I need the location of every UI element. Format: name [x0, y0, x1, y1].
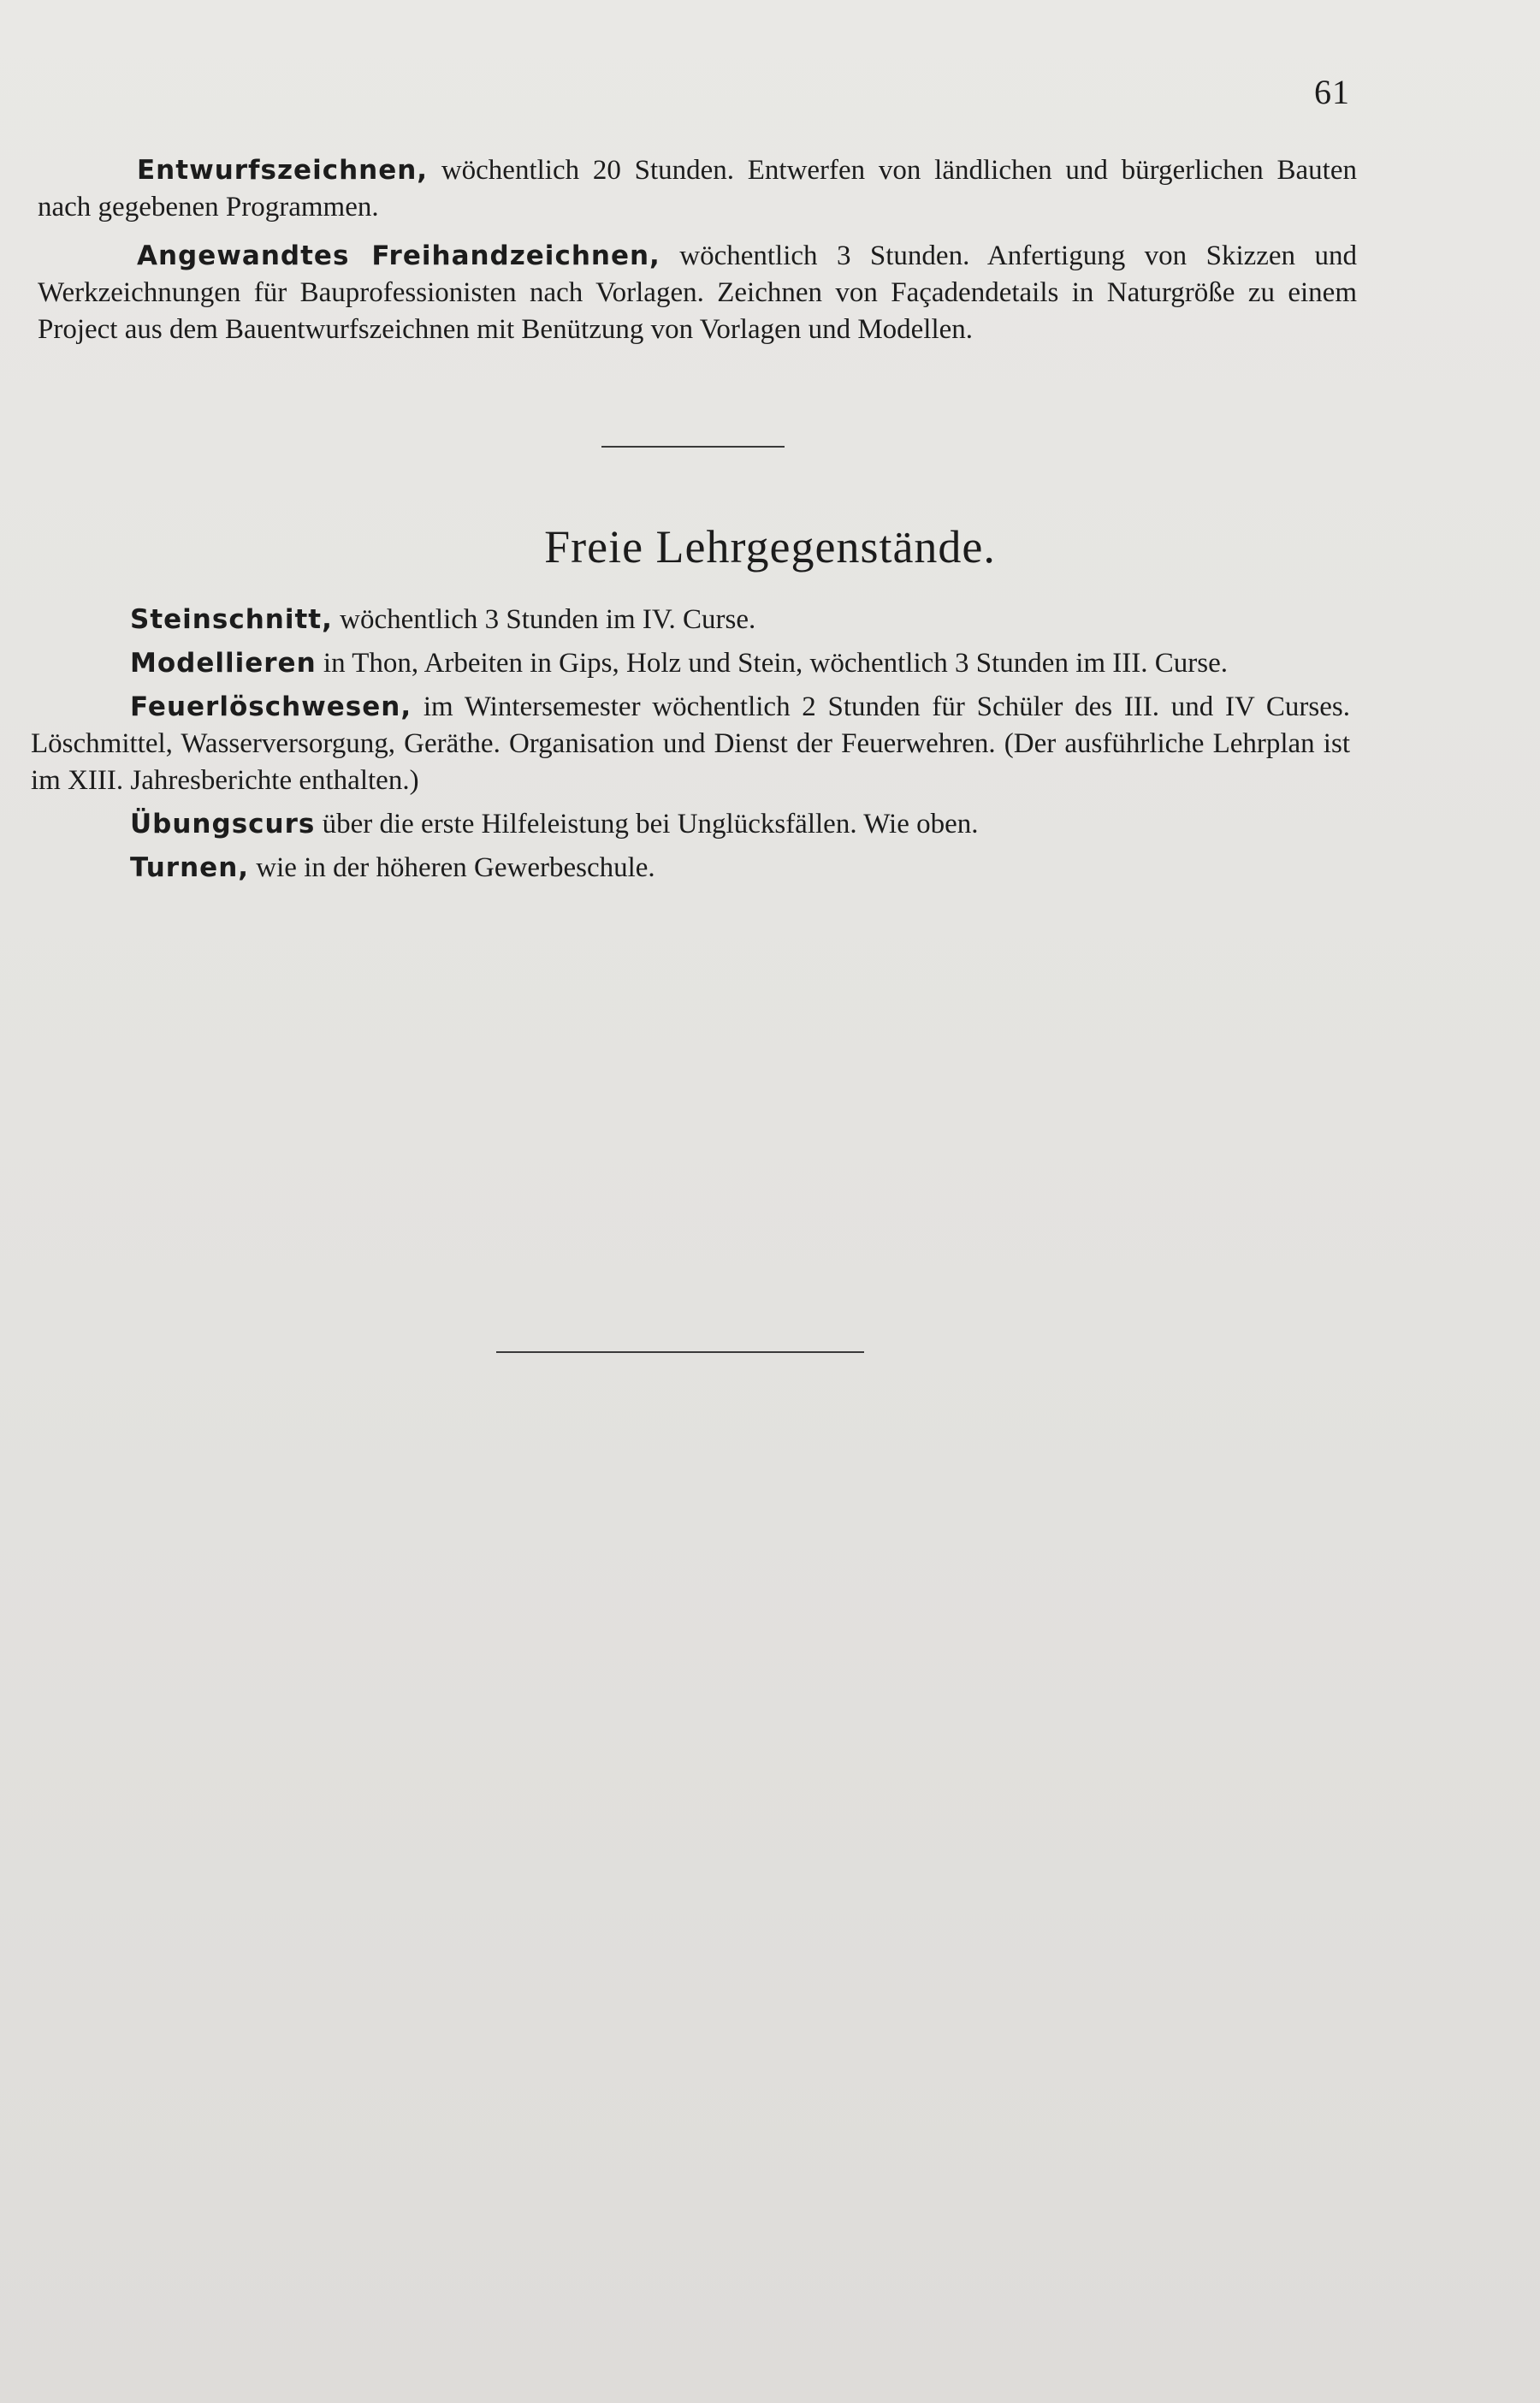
- page-number: 61: [1314, 73, 1350, 111]
- paragraph-text: wie in der höheren Gewerbeschule.: [249, 852, 655, 883]
- end-rule: [496, 1351, 864, 1353]
- paragraph-text: wöchentlich 3 Stunden im IV. Curse.: [332, 604, 756, 635]
- term-label: Übungscurs: [130, 809, 316, 840]
- paragraph-turnen: [31, 850, 1350, 887]
- term-label: Modellieren: [130, 648, 317, 679]
- paragraph-text: im Wintersemester wöchentlich 2 Stunden für Schüler des III. und IV Curses. Löschmittel, Wasserversorgung, Geräthe. Organisation und Dienst der Feuerwehren. (Der ausführliche Lehrplan ist im XIII. Jahresberichte enthalten.): [31, 691, 1350, 796]
- paragraph-text: wöchentlich 20 Stunden. Entwerfen von ländlichen und bürgerlichen Bauten nach gegebenen Programmen.: [38, 155, 1357, 222]
- term-label: Angewandtes Freihandzeichnen,: [137, 240, 660, 271]
- top-section: [38, 152, 1357, 348]
- term-label: Feuerlöschwesen,: [130, 691, 412, 722]
- paragraph-text: in Thon, Arbeiten in Gips, Holz und Stein, wöchentlich 3 Stunden im III. Curse.: [316, 648, 1229, 679]
- paragraph-modellieren: [31, 645, 1350, 682]
- section-heading: Freie Lehrgegenstände.: [544, 521, 996, 573]
- term-label: Entwurfszeichnen,: [137, 155, 429, 186]
- term-label: Turnen,: [130, 852, 250, 883]
- paragraph-uebungscurs: [31, 806, 1350, 843]
- paragraph-freihandzeichnen: [38, 238, 1357, 348]
- term-label: Steinschnitt,: [130, 604, 333, 635]
- divider-rule: [601, 446, 785, 448]
- paragraph-text: wöchentlich 3 Stunden. Anfertigung von Skizzen und Werkzeichnungen für Bauprofessionisten nach Vorlagen. Zeichnen von Façadendetails in Naturgröße zu einem Project aus dem Bauentwurfszeichnen mit Benützung von Vorlagen und Modellen.: [38, 240, 1357, 345]
- paragraph-text: über die erste Hilfeleistung bei Unglücksfällen. Wie oben.: [315, 809, 979, 840]
- paragraph-entwurfszeichnen: [38, 152, 1357, 226]
- paragraph-steinschnitt: [31, 602, 1350, 638]
- paragraph-feuerloeschwesen: [31, 689, 1350, 799]
- free-subjects-section: [31, 602, 1350, 887]
